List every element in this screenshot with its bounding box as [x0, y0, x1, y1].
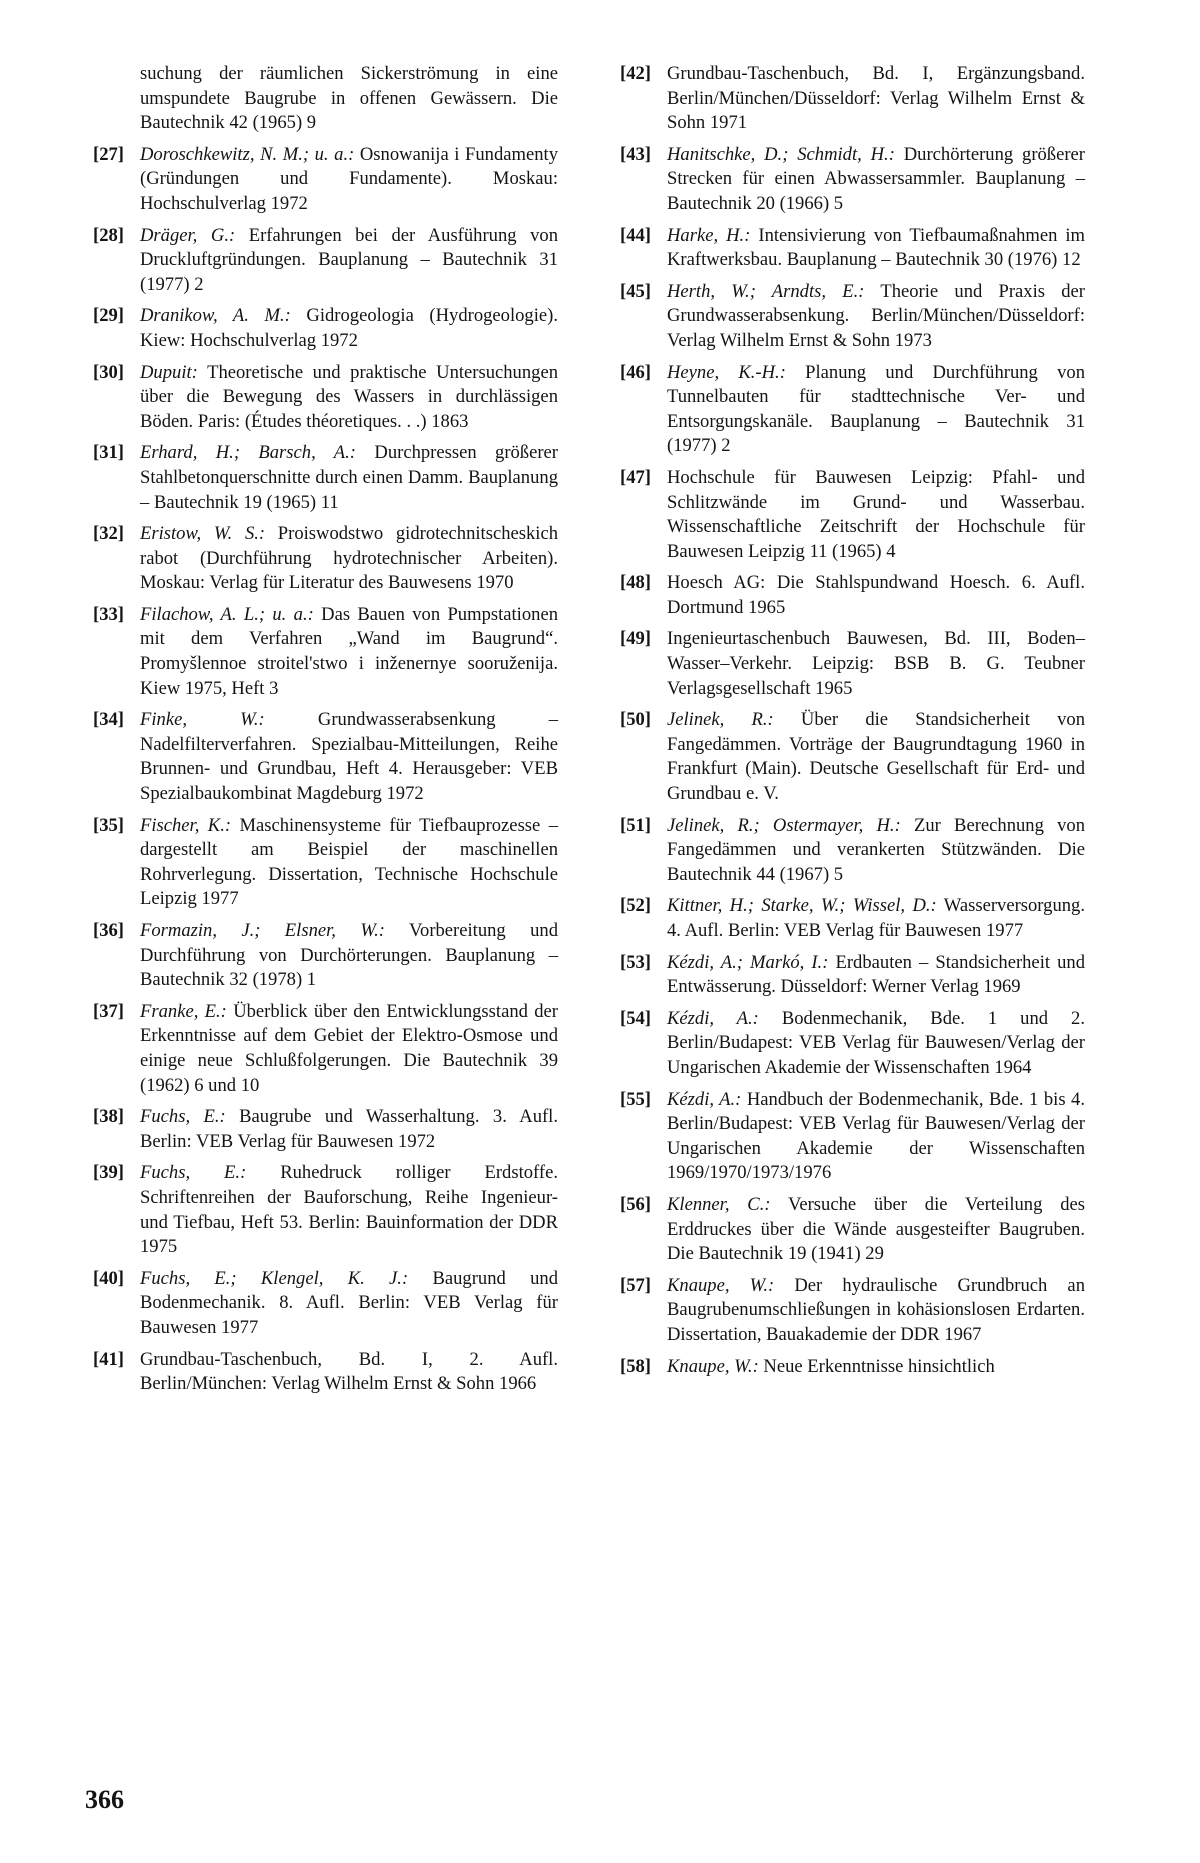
reference-number: [50] [620, 709, 651, 731]
reference-entry [93, 361, 558, 435]
reference-authors: Heyne, K.-H.: [667, 361, 786, 383]
reference-text: Durchpressen größerer Stahlbetonquerschnitte durch einen Damm. Bauplanung – Bautechnik 19 (1965) 11 [140, 442, 558, 513]
reference-number: [37] [93, 1000, 124, 1022]
reference-number: [42] [620, 63, 651, 84]
reference-text: Das Bauen von Pumpstationen mit dem Verfahren „Wand im Baugrund“. Promyšlennoe stroitel'stwo i inženernye sooruženija. Kiew 1975, Heft 3 [140, 603, 558, 699]
reference-number: [45] [620, 280, 651, 302]
reference-entry [93, 441, 558, 515]
reference-entry [93, 522, 558, 596]
reference-entry [620, 1274, 1085, 1348]
reference-text: Bodenmechanik, Bde. 1 und 2. Berlin/Budapest: VEB Verlag für Bauwesen/Verlag der Ungarischen Akademie der Wissenschaften 1964 [667, 1007, 1085, 1078]
reference-authors: Filachow, A. L.; u. a.: [140, 603, 314, 625]
reference-entry [93, 62, 558, 136]
reference-authors: Kézdi, A.: [667, 1007, 759, 1029]
reference-number: [48] [620, 572, 651, 594]
reference-text: Der hydraulische Grundbruch an Baugrubenumschließungen in kohäsionslosen Erdarten. Dissertation, Bauakademie der DDR 1967 [667, 1274, 1085, 1345]
reference-number: [46] [620, 361, 651, 383]
reference-authors: Doroschkewitz, N. M.; u. a.: [140, 143, 355, 165]
reference-number: [28] [93, 224, 124, 246]
reference-authors: Jelinek, R.; Ostermayer, H.: [667, 814, 901, 836]
reference-authors: Finke, W.: [140, 709, 265, 731]
reference-text: Erfahrungen bei der Ausführung von Druckluftgründungen. Bauplanung – Bautechnik 31 (1977) 2 [140, 224, 558, 295]
reference-number: [51] [620, 814, 651, 836]
reference-authors: Fuchs, E.; Klengel, K. J.: [140, 1267, 409, 1289]
reference-text: Grundbau-Taschenbuch, Bd. I, 2. Aufl. Berlin/München: Verlag Wilhelm Ernst & Sohn 1966 [140, 1348, 558, 1395]
reference-number: [29] [93, 305, 124, 327]
reference-authors: Kézdi, A.: [667, 1088, 742, 1110]
reference-text: Hoesch AG: Die Stahlspundwand Hoesch. 6. Aufl. Dortmund 1965 [667, 572, 1085, 618]
reference-authors: Klenner, C.: [667, 1193, 771, 1215]
reference-text: Maschinensysteme für Tiefbauprozesse – dargestellt am Beispiel der maschinellen Rohrverlegung. Dissertation, Technische Hochschule Leipzig 1977 [140, 814, 558, 910]
reference-text: Gidrogeologia (Hydrogeologie). Kiew: Hochschulverlag 1972 [140, 305, 558, 351]
reference-entry [620, 361, 1085, 459]
reference-text: Erdbauten – Standsicherheit und Entwässerung. Düsseldorf: Werner Verlag 1969 [667, 951, 1086, 998]
reference-entry [93, 1161, 558, 1259]
reference-authors: Dupuit: [140, 361, 198, 383]
reference-text: Ruhedruck rolliger Erdstoffe. Schriftenreihen der Bauforschung, Reihe Ingenieur- und Tiefbau, Heft 53. Berlin: Bauinformation der DDR 1975 [140, 1162, 558, 1258]
reference-authors: Hanitschke, D.; Schmidt, H.: [667, 143, 895, 165]
reference-number: [33] [93, 603, 124, 625]
reference-text: Planung und Durchführung von Tunnelbauten für stadttechnische Ver- und Entsorgungskanäle. Bauplanung – Bautechnik 31 (1977) 2 [667, 361, 1085, 457]
reference-authors: Fischer, K.: [140, 814, 232, 836]
right-column [620, 62, 1085, 1386]
reference-text: Theorie und Praxis der Grundwasserabsenkung. Berlin/München/Düsseldorf: Verlag Wilhelm Ernst & Sohn 1973 [667, 280, 1085, 351]
reference-entry [620, 1355, 1085, 1380]
reference-entry [93, 708, 558, 806]
reference-entry [93, 224, 558, 298]
reference-number: [53] [620, 951, 651, 973]
reference-authors: Erhard, H.; Barsch, A.: [140, 442, 356, 464]
reference-number: [47] [620, 466, 651, 488]
reference-entry [620, 1088, 1085, 1186]
reference-text: Intensivierung von Tiefbaumaßnahmen im Kraftwerksbau. Bauplanung – Bautechnik 30 (1976) 12 [667, 224, 1086, 271]
reference-text: Überblick über den Entwicklungsstand der Erkenntnisse auf dem Gebiet der Elektro-Osmose und einige neue Schlußfolgerungen. Die Bautechnik 39 (1962) 6 und 10 [140, 1000, 558, 1096]
reference-text: Baugrund und Bodenmechanik. 8. Aufl. Berlin: VEB Verlag für Bauwesen 1977 [140, 1267, 558, 1338]
reference-number: [58] [620, 1355, 651, 1377]
reference-number: [49] [620, 628, 651, 650]
reference-entry [620, 1007, 1085, 1081]
reference-number: [31] [93, 442, 124, 464]
reference-text: Zur Berechnung von Fangedämmen und verankerten Stützwänden. Die Bautechnik 44 (1967) 5 [667, 814, 1085, 885]
left-column [93, 62, 558, 1404]
reference-entry [620, 224, 1085, 273]
reference-entry [93, 919, 558, 993]
reference-text: Ingenieurtaschenbuch Bauwesen, Bd. III, Boden–Wasser–Verkehr. Leipzig: BSB B. G. Teubner Verlagsgesellschaft 1965 [667, 628, 1085, 699]
reference-text: Handbuch der Bodenmechanik, Bde. 1 bis 4. Berlin/Budapest: VEB Verlag für Bauwesen/Verlag der Ungarischen Akademie der Wissenschaften 1969/1970/1973/1976 [667, 1088, 1085, 1184]
page-number: 366 [85, 1785, 124, 1814]
reference-text: Theoretische und praktische Untersuchungen über die Bewegung des Wassers in durchlässigen Böden. Paris: (Études théoretiques. . .) 1863 [140, 361, 558, 432]
reference-number: [34] [93, 709, 124, 731]
reference-entry [620, 280, 1085, 354]
reference-number: [41] [93, 1348, 124, 1370]
reference-entry [93, 1267, 558, 1341]
reference-authors: Dranikow, A. M.: [140, 305, 291, 327]
reference-entry [620, 951, 1085, 1000]
reference-authors: Harke, H.: [667, 224, 751, 246]
reference-text: Über die Standsicherheit von Fangedämmen. Vorträge der Baugrundtagung 1960 in Frankfurt (Main). Deutsche Gesellschaft für Erd- und Grundbau e. V. [667, 709, 1085, 805]
reference-entry [620, 894, 1085, 943]
reference-text: Neue Erkenntnisse hinsichtlich [758, 1355, 995, 1377]
reference-entry [93, 814, 558, 912]
reference-number: [44] [620, 224, 651, 246]
reference-entry [620, 571, 1085, 620]
reference-number: [36] [93, 920, 124, 941]
reference-number: [38] [93, 1106, 124, 1128]
reference-authors: Fuchs, E.: [140, 1106, 226, 1128]
reference-authors: Eristow, W. S.: [140, 523, 266, 545]
reference-number: [52] [620, 895, 651, 917]
reference-authors: Herth, W.; Arndts, E.: [667, 280, 865, 302]
reference-number: [40] [93, 1267, 124, 1289]
reference-text: Hochschule für Bauwesen Leipzig: Pfahl- und Schlitzwände im Grund- und Wasserbau. Wissenschaftliche Zeitschrift der Hochschule für Bauwesen Leipzig 11 (1965) 4 [667, 466, 1085, 562]
reference-entry [620, 466, 1085, 564]
reference-authors: Kézdi, A.; Markó, I.: [667, 951, 829, 973]
reference-entry [93, 1348, 558, 1397]
reference-text: Vorbereitung und Durchführung von Durchörterungen. Bauplanung – Bautechnik 32 (1978) 1 [140, 920, 558, 991]
reference-authors: Kittner, H.; Starke, W.; Wissel, D.: [667, 895, 937, 917]
reference-text: Grundwasserabsenkung – Nadelfilterverfahren. Spezialbau-Mitteilungen, Reihe Brunnen- und Grundbau, Heft 4. Herausgeber: VEB Spezialbaukombinat Magdeburg 1972 [140, 709, 558, 805]
reference-number: [39] [93, 1162, 124, 1184]
reference-number: [43] [620, 143, 651, 165]
reference-entry [93, 143, 558, 217]
reference-entry [620, 627, 1085, 701]
reference-text: Baugrube und Wasserhaltung. 3. Aufl. Berlin: VEB Verlag für Bauwesen 1972 [140, 1106, 558, 1152]
reference-entry [620, 814, 1085, 888]
reference-text: Durchörterung größerer Strecken für einen Abwassersammler. Bauplanung – Bautechnik 20 (1966) 5 [667, 143, 1085, 214]
reference-text: Grundbau-Taschenbuch, Bd. I, Ergänzungsband. Berlin/München/Düsseldorf: Verlag Wilhelm Ernst & Sohn 1971 [667, 63, 1085, 134]
reference-authors: Fuchs, E.: [140, 1162, 247, 1184]
reference-number: [32] [93, 523, 124, 545]
reference-entry [620, 62, 1085, 136]
reference-text: Wasserversorgung. 4. Aufl. Berlin: VEB Verlag für Bauwesen 1977 [667, 895, 1085, 941]
reference-text: Versuche über die Verteilung des Erddruckes über die Wände ausgesteifter Baugruben. Die Bautechnik 19 (1941) 29 [667, 1193, 1085, 1265]
reference-number: [56] [620, 1193, 651, 1215]
reference-text: Proiswodstwo gidrotechnitscheskich rabot (Durchführung hydrotechnischer Arbeiten). Moskau: Verlag für Literatur des Bauwesens 1970 [140, 523, 558, 594]
reference-authors: Franke, E.: [140, 1000, 227, 1022]
reference-number: [55] [620, 1088, 651, 1110]
reference-text: Osnowanija i Fundamenty (Gründungen und Fundamente). Moskau: Hochschulverlag 1972 [140, 143, 558, 214]
reference-authors: Dräger, G.: [140, 224, 236, 246]
reference-number: [27] [93, 143, 124, 165]
reference-text: suchung der räumlichen Sickerströmung in eine umspundete Baugrube in offenen Gewässern. Die Bautechnik 42 (1965) 9 [140, 63, 558, 134]
reference-number: [57] [620, 1274, 651, 1296]
reference-entry [93, 1000, 558, 1098]
reference-entry [93, 1105, 558, 1154]
reference-entry [93, 603, 558, 701]
reference-authors: Knaupe, W.: [667, 1274, 775, 1296]
reference-entry [620, 143, 1085, 217]
reference-entry [620, 1193, 1085, 1267]
reference-number: [35] [93, 814, 124, 836]
reference-authors: Formazin, J.; Elsner, W.: [140, 920, 385, 941]
reference-number: [30] [93, 361, 124, 383]
reference-entry [620, 708, 1085, 806]
reference-entry [93, 304, 558, 353]
reference-number: [54] [620, 1007, 651, 1029]
reference-authors: Knaupe, W.: [667, 1355, 759, 1377]
reference-authors: Jelinek, R.: [667, 709, 774, 731]
